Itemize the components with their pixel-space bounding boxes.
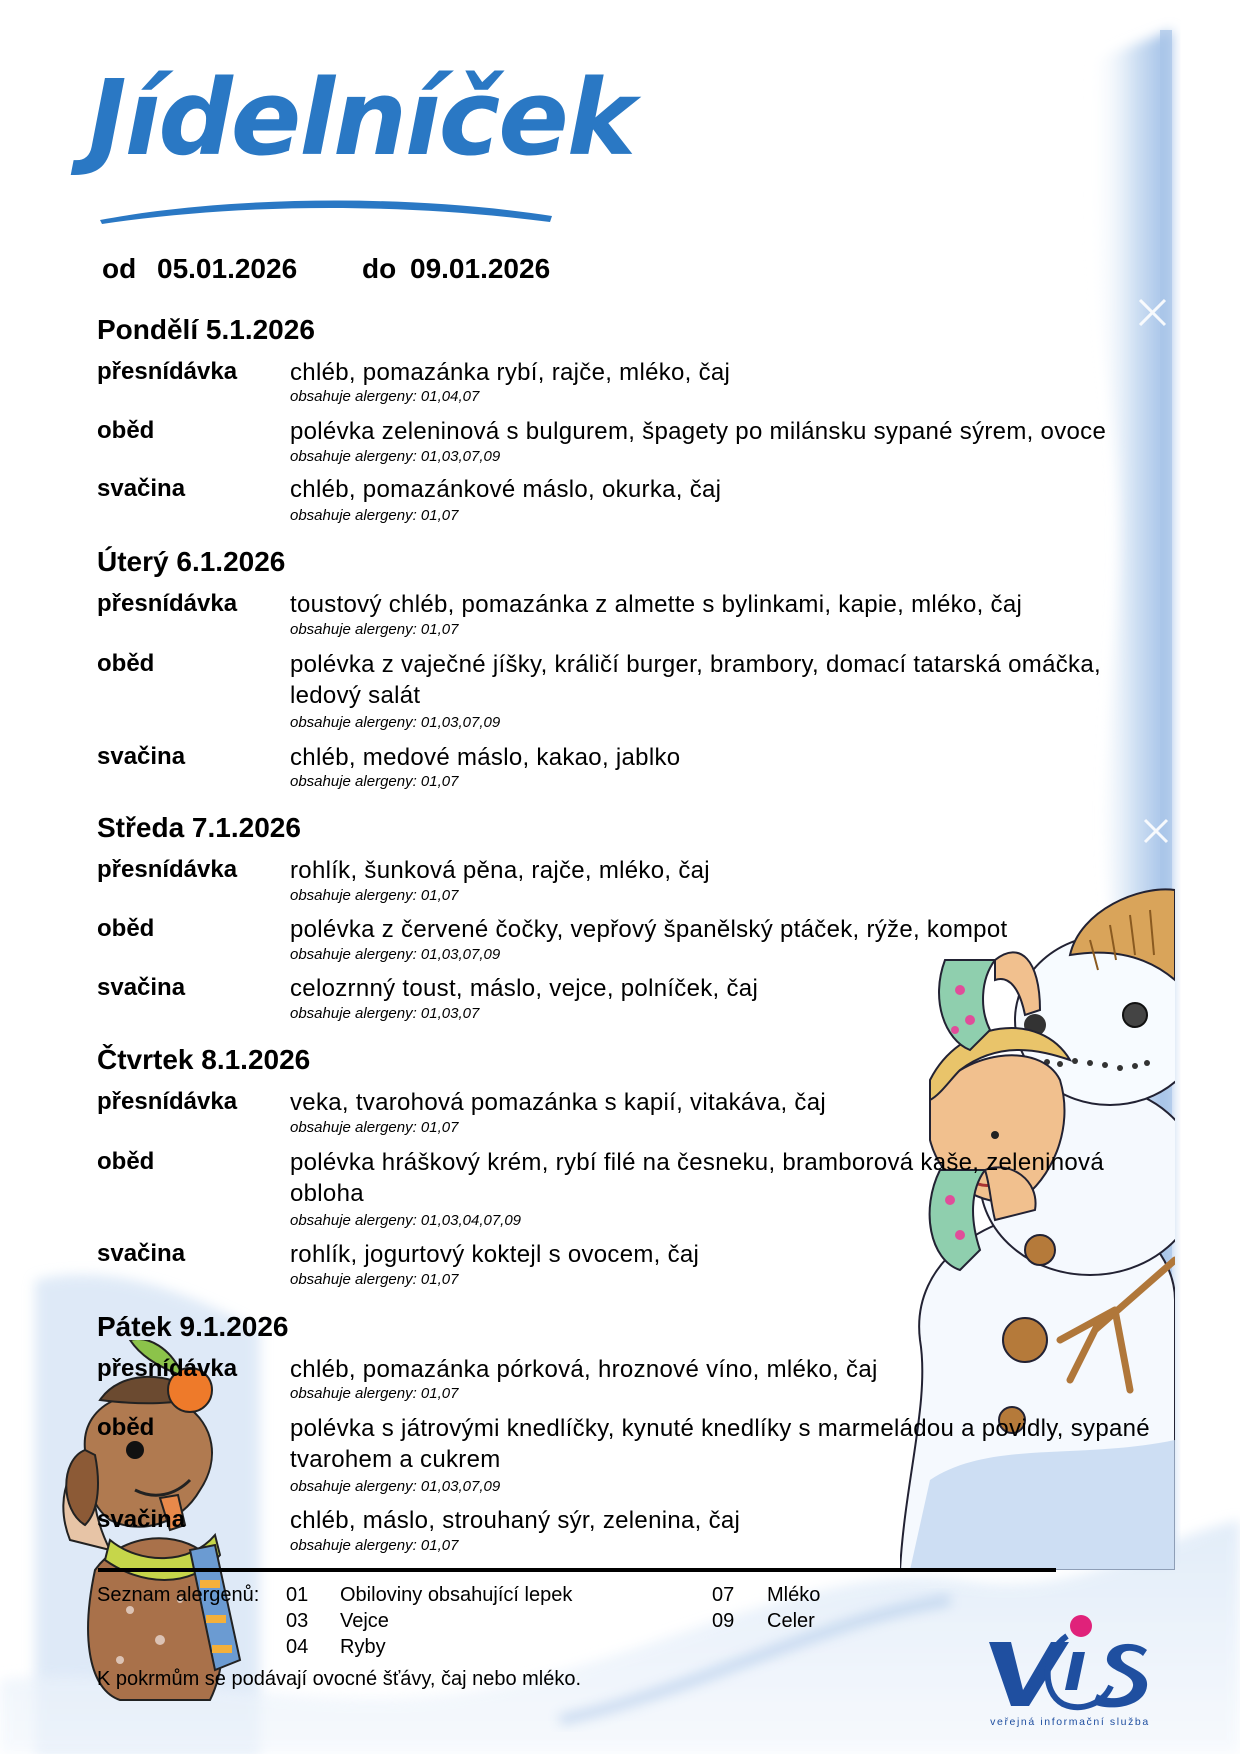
snowman-illustration <box>900 880 1175 1570</box>
meal-allergens: obsahuje alergeny: 01,07 <box>290 887 459 904</box>
day-heading: Čtvrtek 8.1.2026 <box>97 1044 311 1075</box>
meal-food: polévka zeleninová s bulgurem, špagety po milánsku sypané sýrem, ovoce <box>290 418 1107 445</box>
meal-food-continued: ledový salát <box>290 682 421 709</box>
meal-food: rohlík, jogurtový koktejl s ovocem, čaj <box>290 1241 700 1268</box>
meal-allergens: obsahuje alergeny: 01,04,07 <box>290 388 480 405</box>
meal-food: chléb, pomazánka rybí, rajče, mléko, čaj <box>290 359 731 386</box>
meal-food-continued: obloha <box>290 1180 364 1207</box>
meal-allergens: obsahuje alergeny: 01,07 <box>290 1385 459 1402</box>
legend-name: Vejce <box>340 1610 389 1632</box>
meal-food: polévka z vaječné jíšky, králičí burger, brambory, domací tatarská omáčka, <box>290 651 1101 678</box>
meal-food: toustový chléb, pomazánka z almette s bylinkami, kapie, mléko, čaj <box>290 591 1023 618</box>
legend-code: 03 <box>286 1610 309 1632</box>
meal-allergens: obsahuje alergeny: 01,07 <box>290 1271 459 1288</box>
meal-label: svačina <box>97 1506 186 1533</box>
meal-food: polévka s játrovými knedlíčky, kynuté knedlíky s marmeládou a povidly, sypané <box>290 1415 1150 1442</box>
meal-label: oběd <box>97 650 155 677</box>
meal-allergens: obsahuje alergeny: 01,03,07,09 <box>290 1478 501 1495</box>
meal-food: rohlík, šunková pěna, rajče, mléko, čaj <box>290 857 710 884</box>
meal-food: polévka z červené čočky, vepřový španělský ptáček, rýže, kompot <box>290 916 1008 943</box>
day-heading: Pondělí 5.1.2026 <box>97 314 315 345</box>
legend-name: Ryby <box>340 1636 386 1658</box>
meal-food: chléb, medové máslo, kakao, jablko <box>290 744 681 771</box>
meal-food: chléb, pomazánkové máslo, okurka, čaj <box>290 476 722 503</box>
meal-allergens: obsahuje alergeny: 01,03,07 <box>290 1005 480 1022</box>
day-heading: Pátek 9.1.2026 <box>97 1311 289 1342</box>
period-from-label: od <box>102 253 137 284</box>
meal-label: přesnídávka <box>97 1088 238 1115</box>
meal-label: oběd <box>97 1148 155 1175</box>
meal-allergens: obsahuje alergeny: 01,03,04,07,09 <box>290 1212 522 1229</box>
day-heading: Úterý 6.1.2026 <box>97 546 286 577</box>
legend-name: Celer <box>767 1610 815 1632</box>
period-to-date: 09.01.2026 <box>410 253 551 284</box>
day-heading: Středa 7.1.2026 <box>97 812 301 843</box>
meal-food-continued: tvarohem a cukrem <box>290 1446 501 1473</box>
meal-allergens: obsahuje alergeny: 01,07 <box>290 1119 459 1136</box>
meal-label: svačina <box>97 974 186 1001</box>
meal-allergens: obsahuje alergeny: 01,07 <box>290 1537 459 1554</box>
meal-label: přesnídávka <box>97 358 238 385</box>
meal-label: oběd <box>97 417 155 444</box>
legend-code: 01 <box>286 1584 309 1606</box>
legend-code: 07 <box>712 1584 735 1606</box>
divider <box>98 1568 1056 1572</box>
meal-food: chléb, máslo, strouhaný sýr, zelenina, čaj <box>290 1507 741 1534</box>
meal-food: veka, tvarohová pomazánka s kapií, vitakáva, čaj <box>290 1089 827 1116</box>
meal-allergens: obsahuje alergeny: 01,07 <box>290 773 459 790</box>
meal-label: svačina <box>97 1240 186 1267</box>
meal-label: přesnídávka <box>97 590 238 617</box>
vis-logo <box>985 1612 1155 1732</box>
meal-food: celozrnný toust, máslo, vejce, polníček, čaj <box>290 975 759 1002</box>
footer-note: K pokrmům se podávají ovocné šťávy, čaj nebo mléko. <box>97 1668 582 1690</box>
meal-label: oběd <box>97 915 155 942</box>
meal-food: polévka hráškový krém, rybí filé na česneku, bramborová kaše, zeleninová <box>290 1149 1104 1176</box>
meal-allergens: obsahuje alergeny: 01,07 <box>290 621 459 638</box>
meal-label: oběd <box>97 1414 155 1441</box>
period-from-date: 05.01.2026 <box>157 253 298 284</box>
page-title: Jídelníček <box>88 57 635 179</box>
legend-name: Obiloviny obsahující lepek <box>340 1584 573 1606</box>
meal-food: chléb, pomazánka pórková, hroznové víno, mléko, čaj <box>290 1356 878 1383</box>
vis-logo-subtitle: veřejná informační služba <box>990 1716 1150 1728</box>
legend-code: 04 <box>286 1636 309 1658</box>
legend-label: Seznam alergenů: <box>97 1584 260 1606</box>
meal-allergens: obsahuje alergeny: 01,07 <box>290 507 459 524</box>
meal-label: přesnídávka <box>97 856 238 883</box>
meal-label: svačina <box>97 743 186 770</box>
meal-allergens: obsahuje alergeny: 01,03,07,09 <box>290 946 501 963</box>
meal-allergens: obsahuje alergeny: 01,03,07,09 <box>290 448 501 465</box>
vis-logo-mark <box>985 1612 1155 1712</box>
period-to-label: do <box>362 253 397 284</box>
meal-allergens: obsahuje alergeny: 01,03,07,09 <box>290 714 501 731</box>
legend-name: Mléko <box>767 1584 821 1606</box>
meal-label: svačina <box>97 475 186 502</box>
title-underline <box>96 192 556 228</box>
legend-code: 09 <box>712 1610 735 1632</box>
meal-label: přesnídávka <box>97 1355 238 1382</box>
